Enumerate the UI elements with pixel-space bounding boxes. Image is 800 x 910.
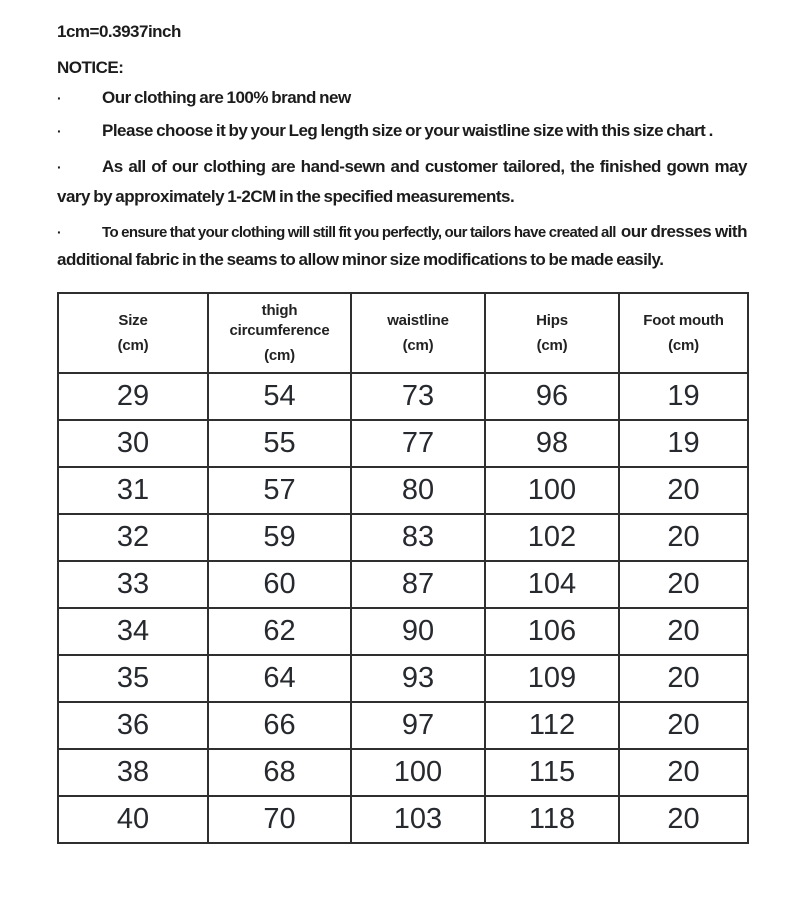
table-header-row: [58, 293, 748, 373]
table-cell: 90: [351, 608, 485, 655]
table-cell: 38: [58, 749, 208, 796]
bullet-item-choose-size: [57, 116, 747, 146]
table-cell: 96: [485, 373, 619, 420]
table-cell: 20: [619, 608, 748, 655]
table-cell: 70: [208, 796, 351, 843]
table-cell: 35: [58, 655, 208, 702]
table-cell: 40: [58, 796, 208, 843]
table-cell: 20: [619, 655, 748, 702]
bullet-text: our dresses with additional fabric in the seams to allow minor size modifications to be made easily.: [57, 222, 747, 269]
table-cell: 115: [485, 749, 619, 796]
table-cell: 20: [619, 561, 748, 608]
bullet-text-condensed: To ensure that your clothing will still fit you perfectly, our tailors have created all: [102, 224, 616, 241]
table-row: [58, 796, 748, 843]
column-header: [58, 293, 208, 373]
table-cell: 57: [208, 467, 351, 514]
column-header: [208, 293, 351, 373]
table-cell: 54: [208, 373, 351, 420]
table-cell: 100: [351, 749, 485, 796]
table-cell: 83: [351, 514, 485, 561]
table-row: [58, 467, 748, 514]
column-unit: (cm): [668, 336, 699, 354]
table-cell: 93: [351, 655, 485, 702]
column-label: thigh circumference: [229, 301, 330, 339]
column-label: waistline: [387, 311, 449, 329]
table-cell: 19: [619, 420, 748, 467]
table-cell: 60: [208, 561, 351, 608]
table-cell: 66: [208, 702, 351, 749]
table-cell: 97: [351, 702, 485, 749]
table-row: [58, 420, 748, 467]
table-cell: 20: [619, 467, 748, 514]
table-cell: 77: [351, 420, 485, 467]
table-row: [58, 373, 748, 420]
bullet-marker: ·: [57, 90, 62, 106]
bullet-marker: ·: [57, 159, 62, 175]
table-row: [58, 608, 748, 655]
table-cell: 32: [58, 514, 208, 561]
table-cell: 20: [619, 702, 748, 749]
table-cell: 109: [485, 655, 619, 702]
table-body: [58, 373, 748, 843]
column-unit: (cm): [402, 336, 434, 354]
conversion-note: 1cm=0.3937inch: [57, 22, 181, 41]
table-cell: 20: [619, 749, 748, 796]
column-header: [619, 293, 748, 373]
column-unit: (cm): [264, 346, 295, 364]
table-cell: 20: [619, 796, 748, 843]
table-row: [58, 749, 748, 796]
table-cell: 73: [351, 373, 485, 420]
table-cell: 31: [58, 467, 208, 514]
bullet-item-seam-allowance: [57, 218, 747, 273]
table-cell: 68: [208, 749, 351, 796]
column-header: [485, 293, 619, 373]
table-cell: 62: [208, 608, 351, 655]
table-cell: 30: [58, 420, 208, 467]
table-cell: 36: [58, 702, 208, 749]
table-row: [58, 514, 748, 561]
table-cell: 112: [485, 702, 619, 749]
column-header: [351, 293, 485, 373]
table-cell: 29: [58, 373, 208, 420]
bullet-marker: ·: [57, 224, 62, 240]
size-chart-table: [57, 292, 749, 844]
bullet-text: As all of our clothing are hand-sewn and customer tailored, the finished gown may vary by approximately 1-2CM in the specified measurements.: [57, 157, 747, 206]
column-unit: (cm): [536, 336, 568, 354]
table-row: [58, 702, 748, 749]
bullet-item-brand-new: [57, 86, 747, 110]
bullet-text: Our clothing are 100% brand new: [102, 88, 351, 107]
table-cell: 118: [485, 796, 619, 843]
table-cell: 55: [208, 420, 351, 467]
bullet-marker: ·: [57, 123, 62, 139]
table-cell: 104: [485, 561, 619, 608]
table-cell: 19: [619, 373, 748, 420]
table-cell: 100: [485, 467, 619, 514]
column-label: Hips: [536, 311, 568, 329]
table-cell: 87: [351, 561, 485, 608]
table-cell: 102: [485, 514, 619, 561]
column-unit: (cm): [117, 336, 149, 354]
table-cell: 80: [351, 467, 485, 514]
table-row: [58, 655, 748, 702]
table-cell: 98: [485, 420, 619, 467]
bullet-item-hand-sewn: [57, 152, 747, 212]
table-cell: 103: [351, 796, 485, 843]
table-cell: 20: [619, 514, 748, 561]
table-cell: 33: [58, 561, 208, 608]
table-cell: 106: [485, 608, 619, 655]
table-row: [58, 561, 748, 608]
notice-heading: NOTICE:: [57, 58, 124, 77]
column-label: Size: [118, 311, 148, 329]
bullet-text: Please choose it by your Leg length size or your waistline size with this size chart .: [102, 121, 713, 140]
column-label: Foot mouth: [643, 311, 724, 329]
table-cell: 64: [208, 655, 351, 702]
table-cell: 59: [208, 514, 351, 561]
table-cell: 34: [58, 608, 208, 655]
